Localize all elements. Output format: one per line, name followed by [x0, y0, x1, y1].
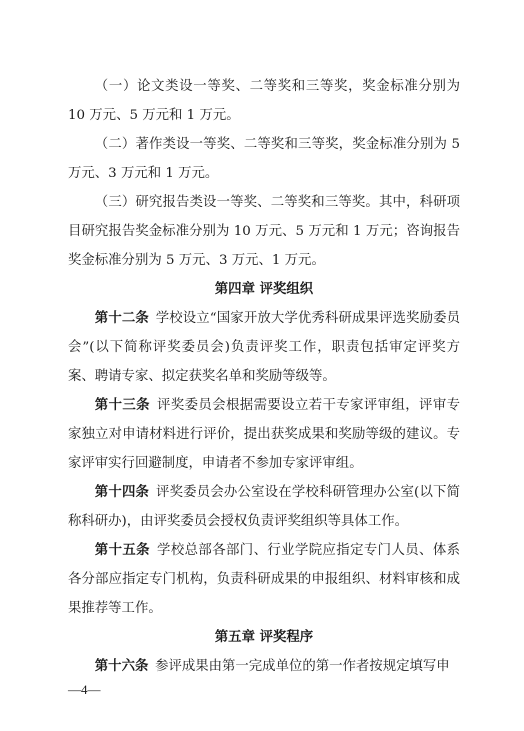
article-15 — [68, 536, 460, 623]
article-number: 第十二条 — [94, 311, 149, 326]
article-number: 第十四条 — [94, 485, 150, 500]
chapter-heading: 第四章 评奖组织 — [214, 282, 314, 297]
article-text: 学校设立“国家开放大学优秀科研成果评选奖励委员会”(以下简称评奖委员会)负责评奖工作，职责包括审定评奖方案、聘请专家、拟定获奖名单和奖励等级等。 — [68, 311, 460, 384]
article-text: 参评成果由第一完成单位的第一作者按规定填写申 — [155, 659, 450, 674]
article-text: 评奖委员会办公室设在学校科研管理办公室(以下简称科研办)，由评奖委员会授权负责评奖组织等具体工作。 — [68, 485, 460, 529]
award-clause-papers: （一）论文类设一等奖、二等奖和三等奖，奖金标准分别为 10 万元、5 万元和 1 万元。 — [68, 79, 460, 123]
page-body — [68, 72, 460, 681]
article-number: 第十三条 — [94, 398, 150, 413]
article-number: 第十五条 — [94, 543, 150, 558]
chapter-heading: 第五章 评奖程序 — [214, 630, 314, 645]
article-14 — [68, 478, 460, 536]
article-16 — [68, 652, 460, 681]
article-12 — [68, 304, 460, 391]
award-clause-books: （二）著作类设一等奖、二等奖和三等奖，奖金标准分别为 5 万元、3 万元和 1 万元。 — [68, 137, 460, 181]
page-number: —4— — [68, 682, 101, 697]
award-clause-reports: （三）研究报告类设一等奖、二等奖和三等奖。其中，科研项目研究报告奖金标准分别为 10 万元、5 万元和 1 万元；咨询报告奖金标准分别为 5 万元、3 万元、1 万元。 — [68, 195, 460, 268]
article-13 — [68, 391, 460, 478]
article-number: 第十六条 — [94, 659, 149, 674]
article-text: 评奖委员会根据需要设立若干专家评审组，评审专家独立对申请材料进行评价，提出获奖成果和奖励等级的建议。专家评审实行回避制度，申请者不参加专家评审组。 — [68, 398, 461, 471]
article-text: 学校总部各部门、行业学院应指定专门人员、体系各分部应指定专门机构，负责科研成果的申报组织、材料审核和成果推荐等工作。 — [68, 543, 461, 616]
